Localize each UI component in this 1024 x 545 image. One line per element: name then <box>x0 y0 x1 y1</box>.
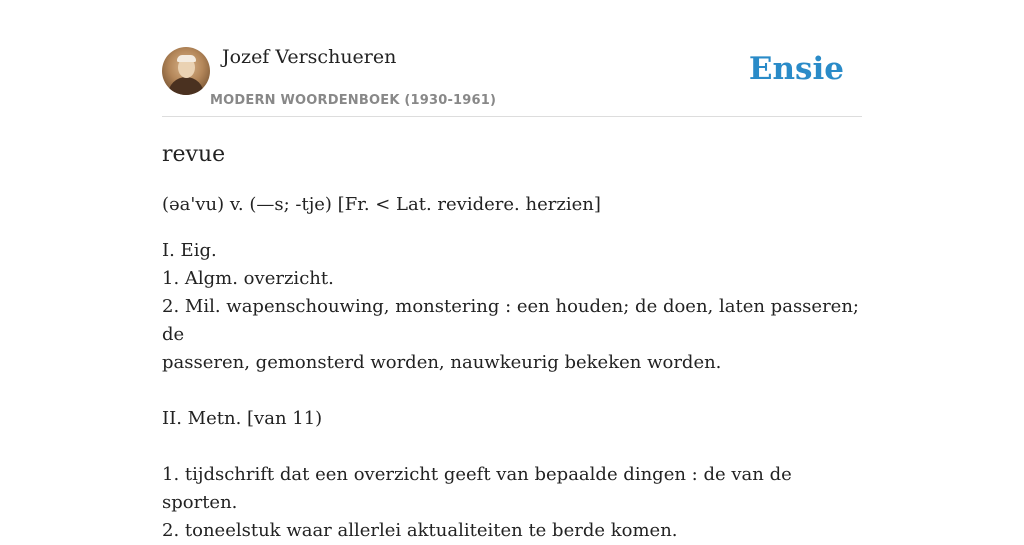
definition-line: 1. tijdschrift dat een overzicht geeft van bepaalde dingen : de van de sporten. <box>162 464 792 513</box>
entry-definition <box>162 237 862 545</box>
definition-line: II. Metn. [van 11) <box>162 408 323 429</box>
definition-line: passeren, gemonsterd worden, nauwkeurig bekeken worden. <box>162 352 722 373</box>
author-name[interactable]: Jozef Verschueren <box>222 46 397 68</box>
source-name[interactable]: MODERN WOORDENBOEK (1930-1961) <box>210 93 497 108</box>
blank-line <box>162 433 862 461</box>
entry-pronunciation: (əa'vu) v. (—s; -tje) [Fr. < Lat. revidere. herzien] <box>162 194 601 215</box>
blank-line <box>162 377 862 405</box>
avatar-hair <box>177 55 196 62</box>
author-avatar[interactable] <box>162 47 210 95</box>
avatar-coat <box>168 77 204 95</box>
definition-line: 1. Algm. overzicht. <box>162 268 334 289</box>
definition-line: 2. Mil. wapenschouwing, monstering : een houden; de doen, laten passeren; de <box>162 296 859 345</box>
entry-content <box>162 140 862 545</box>
entry-term: revue <box>162 142 226 167</box>
definition-line: 2. toneelstuk waar allerlei aktualiteiten te berde komen. <box>162 520 678 541</box>
definition-line: I. Eig. <box>162 240 217 261</box>
entry-header <box>162 44 862 117</box>
brand-logo[interactable]: Ensie <box>748 51 844 87</box>
